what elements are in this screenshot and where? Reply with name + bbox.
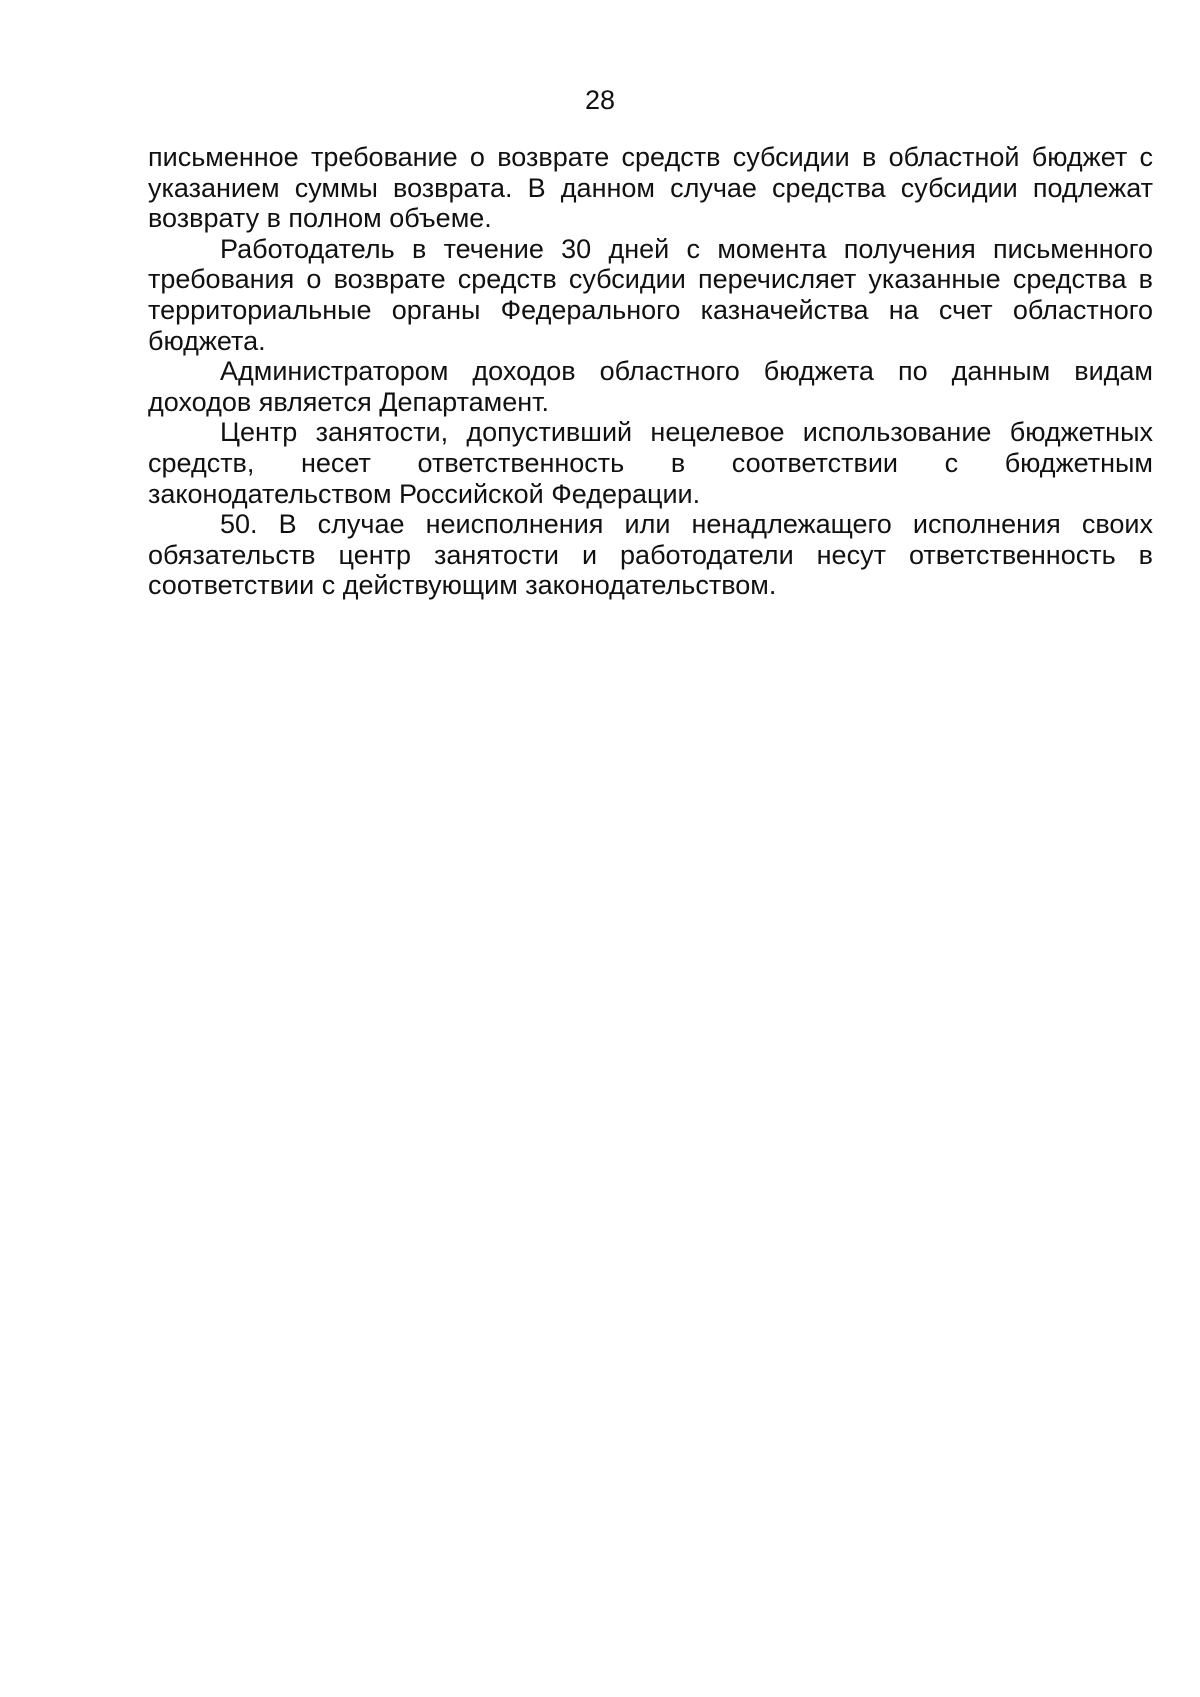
paragraph-center-responsibility: Центр занятости, допустивший нецелевое использование бюджетных средств, несет ответственность в соответствии с бюджетным законодательством Российской Федерации. — [148, 417, 1153, 509]
paragraph-return-demand: письменное требование о возврате средств субсидии в областной бюджет с указанием суммы возврата. В данном случае средства субсидии подлежат возврату в полном объеме. — [148, 142, 1153, 234]
document-body — [148, 142, 1153, 601]
page-number: 28 — [584, 85, 616, 115]
paragraph-employer-transfer: Работодатель в течение 30 дней с момента получения письменного требования о возврате средств субсидии перечисляет указанные средства в территориальные органы Федерального казначейства на счет областного бюджета. — [148, 233, 1153, 356]
paragraph-clause-50: 50. В случае неисполнения или ненадлежащего исполнения своих обязательств центр занятости и работодатели несут ответственность в соответствии с действующим законодательством. — [148, 509, 1153, 601]
paragraph-revenue-administrator: Администратором доходов областного бюджета по данным видам доходов является Департамент. — [148, 356, 1153, 417]
